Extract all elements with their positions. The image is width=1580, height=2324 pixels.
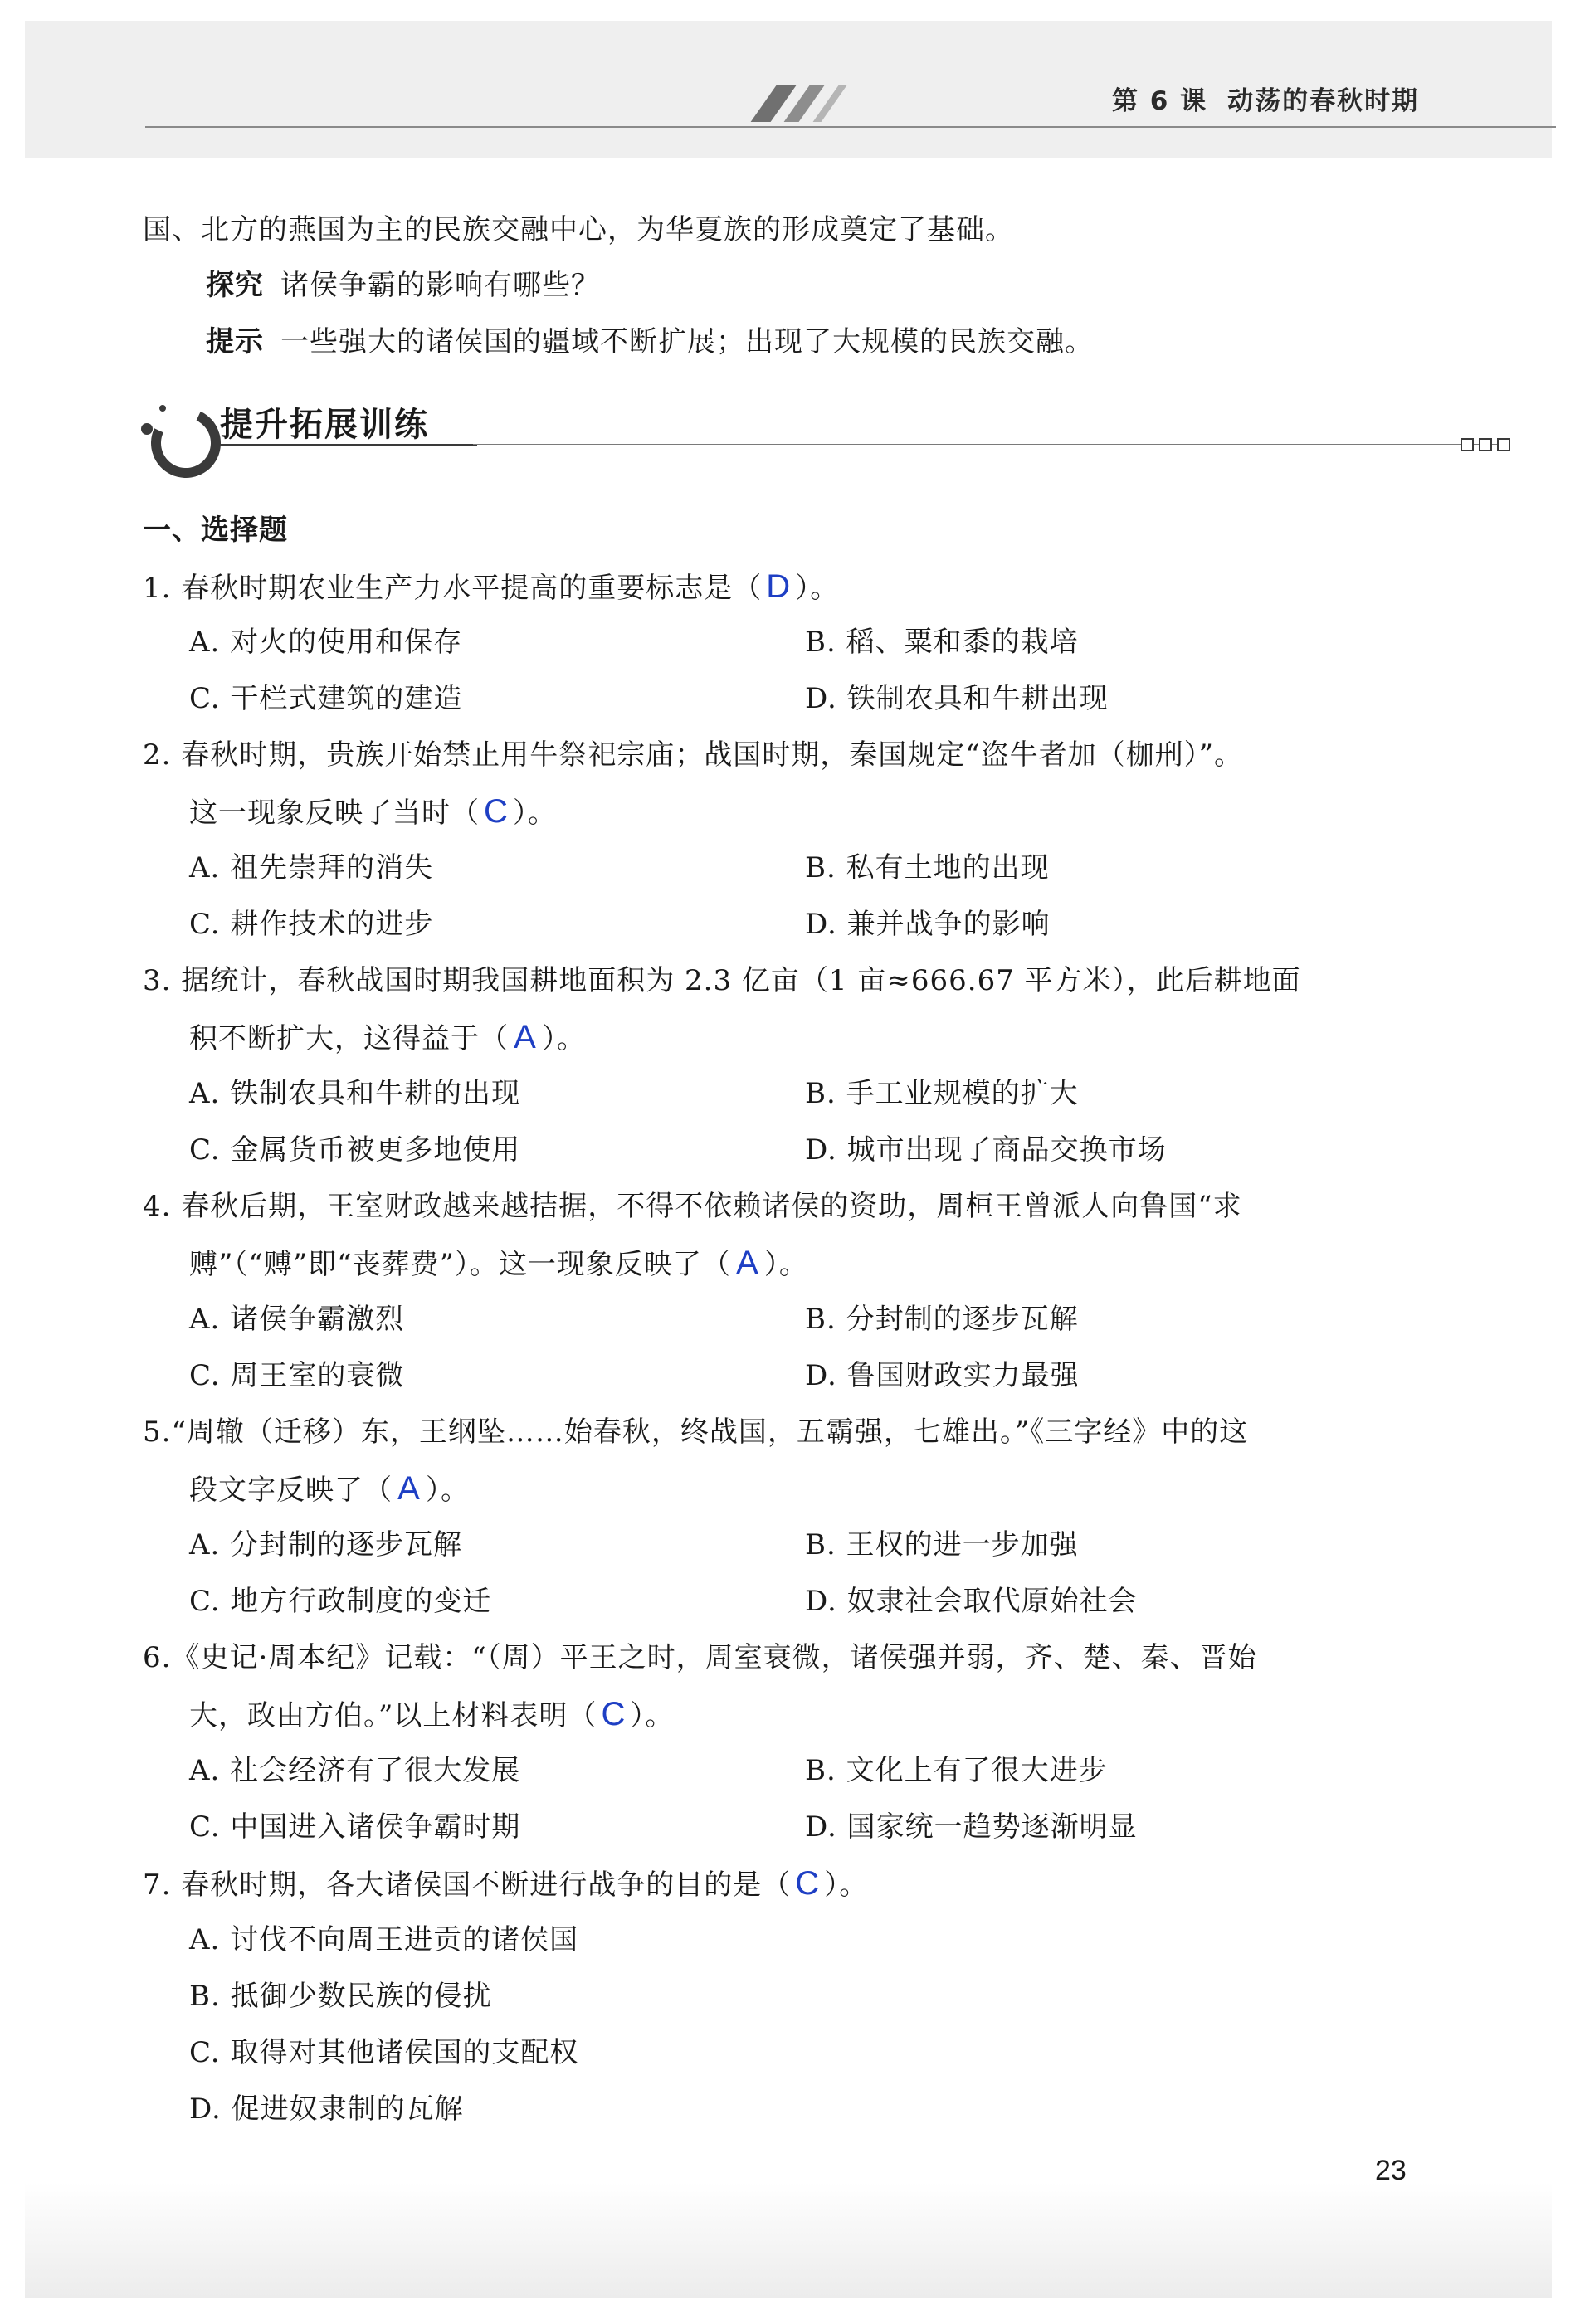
- option: D. 促进奴隶制的瓦解: [189, 2093, 464, 2126]
- option: A. 诸侯争霸激烈: [189, 1303, 405, 1336]
- explore-line: [206, 267, 600, 304]
- hint-text: 一些强大的诸侯国的疆域不断扩展；出现了大规模的民族交融。: [280, 325, 1094, 358]
- page-number: 23: [1375, 2155, 1407, 2186]
- question-2-cont: 这一现象反映了当时（ C ）。: [189, 793, 557, 830]
- header-rule: [145, 126, 1556, 128]
- option: C. 地方行政制度的变迁: [189, 1585, 492, 1618]
- option: D. 鲁国财政实力最强: [805, 1359, 1080, 1392]
- option: B. 稻、粟和黍的栽培: [805, 626, 1079, 659]
- hint-line: [206, 324, 1094, 360]
- question-5-cont: 段文字反映了（ A ）。: [189, 1470, 470, 1507]
- option: D. 奴隶社会取代原始社会: [805, 1585, 1138, 1618]
- option: C. 耕作技术的进步: [189, 908, 434, 941]
- option: B. 手工业规模的扩大: [805, 1077, 1079, 1110]
- answer-mark: C: [601, 1696, 627, 1732]
- option: C. 金属货币被更多地使用: [189, 1133, 521, 1167]
- question-1: 1. 春秋时期农业生产力水平提高的重要标志是（ D ）。: [143, 568, 840, 605]
- answer-mark: D: [766, 568, 792, 605]
- option: B. 分封制的逐步瓦解: [805, 1303, 1079, 1336]
- square-icon: [1497, 438, 1510, 451]
- running-header: [1112, 80, 1419, 117]
- question-3-cont: 积不断扩大，这得益于（ A ）。: [189, 1019, 586, 1055]
- question-6: 6.《史记·周本纪》记载：“（周）平王之时，周室衰微，诸侯强并弱，齐、楚、秦、晋始: [143, 1641, 1257, 1674]
- question-5: 5.“周辙（迁移）东，王纲坠……始春秋，终战国，五霸强，七雄出。”《三字经》中的这: [143, 1415, 1249, 1449]
- option: C. 中国进入诸侯争霸时期: [189, 1810, 521, 1844]
- question-2: 2. 春秋时期，贵族开始禁止用牛祭祀宗庙；战国时期，秦国规定“盗牛者加（枷刑）”。: [143, 738, 1244, 772]
- option: A. 分封制的逐步瓦解: [189, 1528, 463, 1562]
- option: C. 干栏式建筑的建造: [189, 682, 463, 715]
- dot-icon: [159, 405, 166, 412]
- option: C. 周王室的衰微: [189, 1359, 405, 1392]
- option: B. 文化上有了很大进步: [805, 1754, 1108, 1787]
- option: D. 城市出现了商品交换市场: [805, 1133, 1167, 1167]
- option: B. 王权的进一步加强: [805, 1528, 1079, 1562]
- option: D. 国家统一趋势逐渐明显: [805, 1810, 1138, 1844]
- intro-text: 国、北方的燕国为主的民族交融中心，为华夏族的形成奠定了基础。: [143, 213, 1014, 246]
- answer-mark: A: [397, 1470, 421, 1507]
- question-3: 3. 据统计，春秋战国时期我国耕地面积为 2.3 亿亩（1 亩≈666.67 平方米），此后耕地面: [143, 964, 1301, 997]
- explore-text: 诸侯争霸的影响有哪些？: [280, 269, 600, 302]
- answer-mark: C: [484, 793, 509, 830]
- answer-mark: A: [514, 1019, 537, 1055]
- option: D. 铁制农具和牛耕出现: [805, 682, 1109, 715]
- option: A. 对火的使用和保存: [189, 626, 463, 659]
- banner-rule-thin: [473, 444, 1510, 445]
- banner-rule: [220, 444, 477, 446]
- lesson-title: 动荡的春秋时期: [1227, 86, 1420, 116]
- section-heading: 一、选择题: [143, 514, 288, 547]
- lesson-number: 第 6 课: [1112, 86, 1208, 116]
- question-4-cont: 赙”（“赙”即“丧葬费”）。这一现象反映了（ A ）。: [189, 1245, 808, 1281]
- option: A. 社会经济有了很大发展: [189, 1754, 521, 1787]
- footer-band: [25, 2182, 1552, 2298]
- option: A. 讨伐不向周王进贡的诸侯国: [189, 1923, 579, 1956]
- option: C. 取得对其他诸侯国的支配权: [189, 2036, 579, 2069]
- question-4: 4. 春秋后期，王室财政越来越拮据，不得不依赖诸侯的资助，周桓王曾派人向鲁国“求: [143, 1190, 1242, 1223]
- option: A. 铁制农具和牛耕的出现: [189, 1077, 521, 1110]
- hint-label: 提示: [206, 325, 264, 358]
- option: B. 抵御少数民族的侵扰: [189, 1980, 492, 2013]
- ring-icon: [141, 398, 231, 488]
- option: B. 私有土地的出现: [805, 851, 1050, 884]
- question-6-cont: 大，政由方伯。”以上材料表明（ C ）。: [189, 1696, 675, 1732]
- explore-label: 探究: [206, 269, 264, 302]
- option: D. 兼并战争的影响: [805, 908, 1051, 941]
- ring-icon: [141, 423, 153, 435]
- option: A. 祖先崇拜的消失: [189, 851, 434, 884]
- square-icon: [1479, 438, 1492, 451]
- answer-mark: A: [736, 1245, 759, 1281]
- section-title: 提升拓展训练: [220, 406, 429, 444]
- answer-mark: C: [795, 1865, 821, 1902]
- section-banner: [141, 398, 1436, 481]
- question-7: 7. 春秋时期，各大诸侯国不断进行战争的目的是（ C ）。: [143, 1865, 869, 1902]
- square-icon: [1461, 438, 1474, 451]
